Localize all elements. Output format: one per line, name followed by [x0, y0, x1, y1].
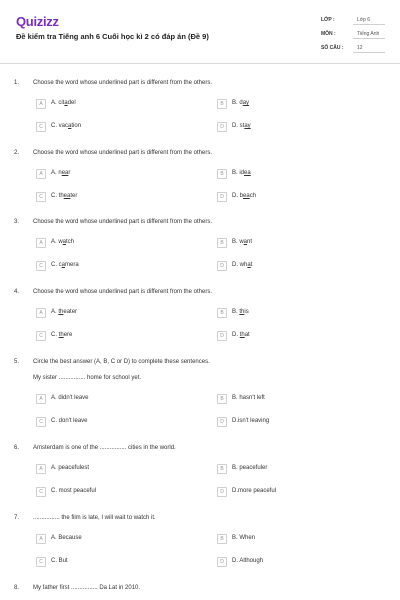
option-text: B. want	[232, 239, 253, 245]
option-text: B. hasn't left	[232, 395, 265, 401]
option-letter-box: C	[36, 487, 46, 497]
option-text: B. day	[232, 100, 250, 106]
answer-option-c[interactable]	[36, 331, 176, 342]
option-letter-box: B	[217, 308, 227, 318]
underlined-part: th	[239, 309, 245, 315]
answer-option-c[interactable]	[36, 487, 176, 498]
meta-subject-label: MÔN :	[321, 31, 336, 37]
meta-divider	[353, 52, 385, 53]
option-letter-box: C	[36, 122, 46, 132]
option-letter-box: A	[36, 534, 46, 544]
option-letter-box: B	[217, 394, 227, 404]
question-subprompt: My sister ................ home for school yet.	[33, 375, 142, 381]
option-letter-box: C	[36, 557, 46, 567]
option-text: A. theater	[51, 309, 78, 315]
answer-option-a[interactable]	[36, 534, 176, 545]
option-text: C. But	[51, 558, 68, 564]
answer-option-b[interactable]	[217, 238, 357, 249]
option-letter-box: A	[36, 308, 46, 318]
option-letter-box: C	[36, 192, 46, 202]
underlined-part: ay	[244, 123, 251, 129]
option-text: B. idea	[232, 170, 251, 176]
answer-option-a[interactable]	[36, 394, 176, 405]
option-text: B. peacefuler	[232, 465, 268, 471]
question-prompt: Amsterdam is one of the ................ cities in the world.	[33, 445, 176, 451]
option-letter-box: D	[217, 331, 227, 341]
worksheet-title: Đề kiểm tra Tiếng anh 6 Cuối học kì 2 có đáp án (Đề 9)	[16, 32, 209, 41]
answer-option-a[interactable]	[36, 308, 176, 319]
meta-count-label: SỐ CÂU :	[321, 45, 344, 51]
answer-option-c[interactable]	[36, 557, 176, 568]
option-letter-box: D	[217, 557, 227, 567]
question-number: 7.	[14, 515, 20, 521]
option-text: C. most peaceful	[51, 488, 97, 494]
option-letter-box: A	[36, 394, 46, 404]
answer-option-d[interactable]	[217, 122, 357, 133]
option-letter-box: A	[36, 464, 46, 474]
underlined-part: ea	[63, 193, 71, 199]
underlined-part: a	[61, 262, 66, 268]
question-number: 2.	[14, 150, 20, 156]
underlined-part: a	[64, 100, 68, 106]
underlined-part: ay	[242, 100, 250, 106]
option-letter-box: C	[36, 331, 46, 341]
meta-count-value: 12	[357, 45, 363, 51]
answer-option-d[interactable]	[217, 417, 357, 428]
question-number: 1.	[14, 80, 20, 86]
option-letter-box: B	[217, 169, 227, 179]
answer-option-b[interactable]	[217, 464, 357, 475]
option-text: A. near	[51, 170, 71, 176]
answer-option-d[interactable]	[217, 331, 357, 342]
option-text: A. Because	[51, 535, 82, 541]
question-prompt: Choose the word whose underlined part is different from the others.	[33, 289, 212, 295]
meta-class-label: LỚP :	[321, 17, 335, 23]
answer-option-c[interactable]	[36, 192, 176, 203]
answer-option-d[interactable]	[217, 261, 357, 272]
option-letter-box: B	[217, 464, 227, 474]
option-text: A. peacefulest	[51, 465, 90, 471]
option-text: D. that	[232, 332, 250, 338]
option-letter-box: D	[217, 122, 227, 132]
option-text: B. When	[232, 535, 256, 541]
question-prompt: Choose the word whose underlined part is different from the others.	[33, 219, 212, 225]
option-text: C. camera	[51, 262, 79, 268]
answer-option-b[interactable]	[217, 99, 357, 110]
meta-divider	[353, 24, 385, 25]
question-number: 6.	[14, 445, 20, 451]
option-letter-box: A	[36, 169, 46, 179]
meta-divider	[353, 38, 385, 39]
answer-option-b[interactable]	[217, 169, 357, 180]
answer-option-c[interactable]	[36, 417, 176, 428]
option-text: B. this	[232, 309, 249, 315]
answer-option-b[interactable]	[217, 308, 357, 319]
option-letter-box: A	[36, 99, 46, 109]
option-letter-box: B	[217, 534, 227, 544]
meta-class-value: Lớp 6	[357, 17, 371, 23]
answer-option-d[interactable]	[217, 557, 357, 568]
meta-subject-value: Tiếng Anh	[357, 31, 380, 37]
worksheet-header	[0, 0, 400, 64]
answer-option-a[interactable]	[36, 169, 176, 180]
answer-option-a[interactable]	[36, 99, 176, 110]
underlined-part: ea	[243, 193, 250, 199]
option-letter-box: D	[217, 261, 227, 271]
question-prompt: My father first ................ Da Lat in 2010.	[33, 585, 141, 591]
question-number: 3.	[14, 219, 20, 225]
question-prompt: Choose the word whose underlined part is different from the others.	[33, 80, 212, 86]
underlined-part: th	[58, 309, 64, 315]
quizizz-logo[interactable]: Quizizz	[16, 14, 59, 29]
answer-option-c[interactable]	[36, 122, 176, 133]
option-text: D. Although	[232, 558, 264, 564]
option-letter-box: D	[217, 487, 227, 497]
option-letter-box: C	[36, 261, 46, 271]
question-prompt: Choose the word whose underlined part is different from the others.	[33, 150, 212, 156]
underlined-part: a	[243, 239, 248, 245]
option-text: A. citadel	[51, 100, 76, 106]
question-number: 5.	[14, 359, 20, 365]
option-text: D.more peaceful	[232, 488, 277, 494]
option-text: D.isn't leaving	[232, 418, 270, 424]
answer-option-a[interactable]	[36, 238, 176, 249]
question-number: 8.	[14, 585, 20, 591]
answer-option-c[interactable]	[36, 261, 176, 272]
option-letter-box: B	[217, 238, 227, 248]
option-letter-box: D	[217, 192, 227, 202]
answer-option-a[interactable]	[36, 464, 176, 475]
underlined-part: a	[68, 123, 72, 129]
underlined-part: th	[239, 332, 245, 338]
option-text: D. beach	[232, 193, 257, 199]
underlined-part: a	[62, 239, 67, 245]
answer-option-d[interactable]	[217, 487, 357, 498]
option-letter-box: C	[36, 417, 46, 427]
underlined-part: ea	[244, 170, 251, 176]
option-text: C. theater	[51, 193, 78, 199]
option-letter-box: D	[217, 417, 227, 427]
option-text: C. vacation	[51, 123, 82, 129]
option-letter-box: B	[217, 99, 227, 109]
option-text: A. didn't leave	[51, 395, 89, 401]
option-text: C. don't leave	[51, 418, 88, 424]
question-prompt: Circle the best answer (A, B, C or D) to complete these sentences.	[33, 359, 210, 365]
option-text: C. there	[51, 332, 73, 338]
answer-option-b[interactable]	[217, 394, 357, 405]
question-prompt: ................ the film is late, I will wait to watch it.	[33, 515, 156, 521]
option-text: A. watch	[51, 239, 75, 245]
answer-option-d[interactable]	[217, 192, 357, 203]
underlined-part: th	[58, 332, 64, 338]
option-text: D. what	[232, 262, 253, 268]
option-letter-box: A	[36, 238, 46, 248]
question-number: 4.	[14, 289, 20, 295]
underlined-part: a	[247, 262, 251, 268]
answer-option-b[interactable]	[217, 534, 357, 545]
underlined-part: ea	[61, 170, 69, 176]
option-text: D. stay	[232, 123, 251, 129]
